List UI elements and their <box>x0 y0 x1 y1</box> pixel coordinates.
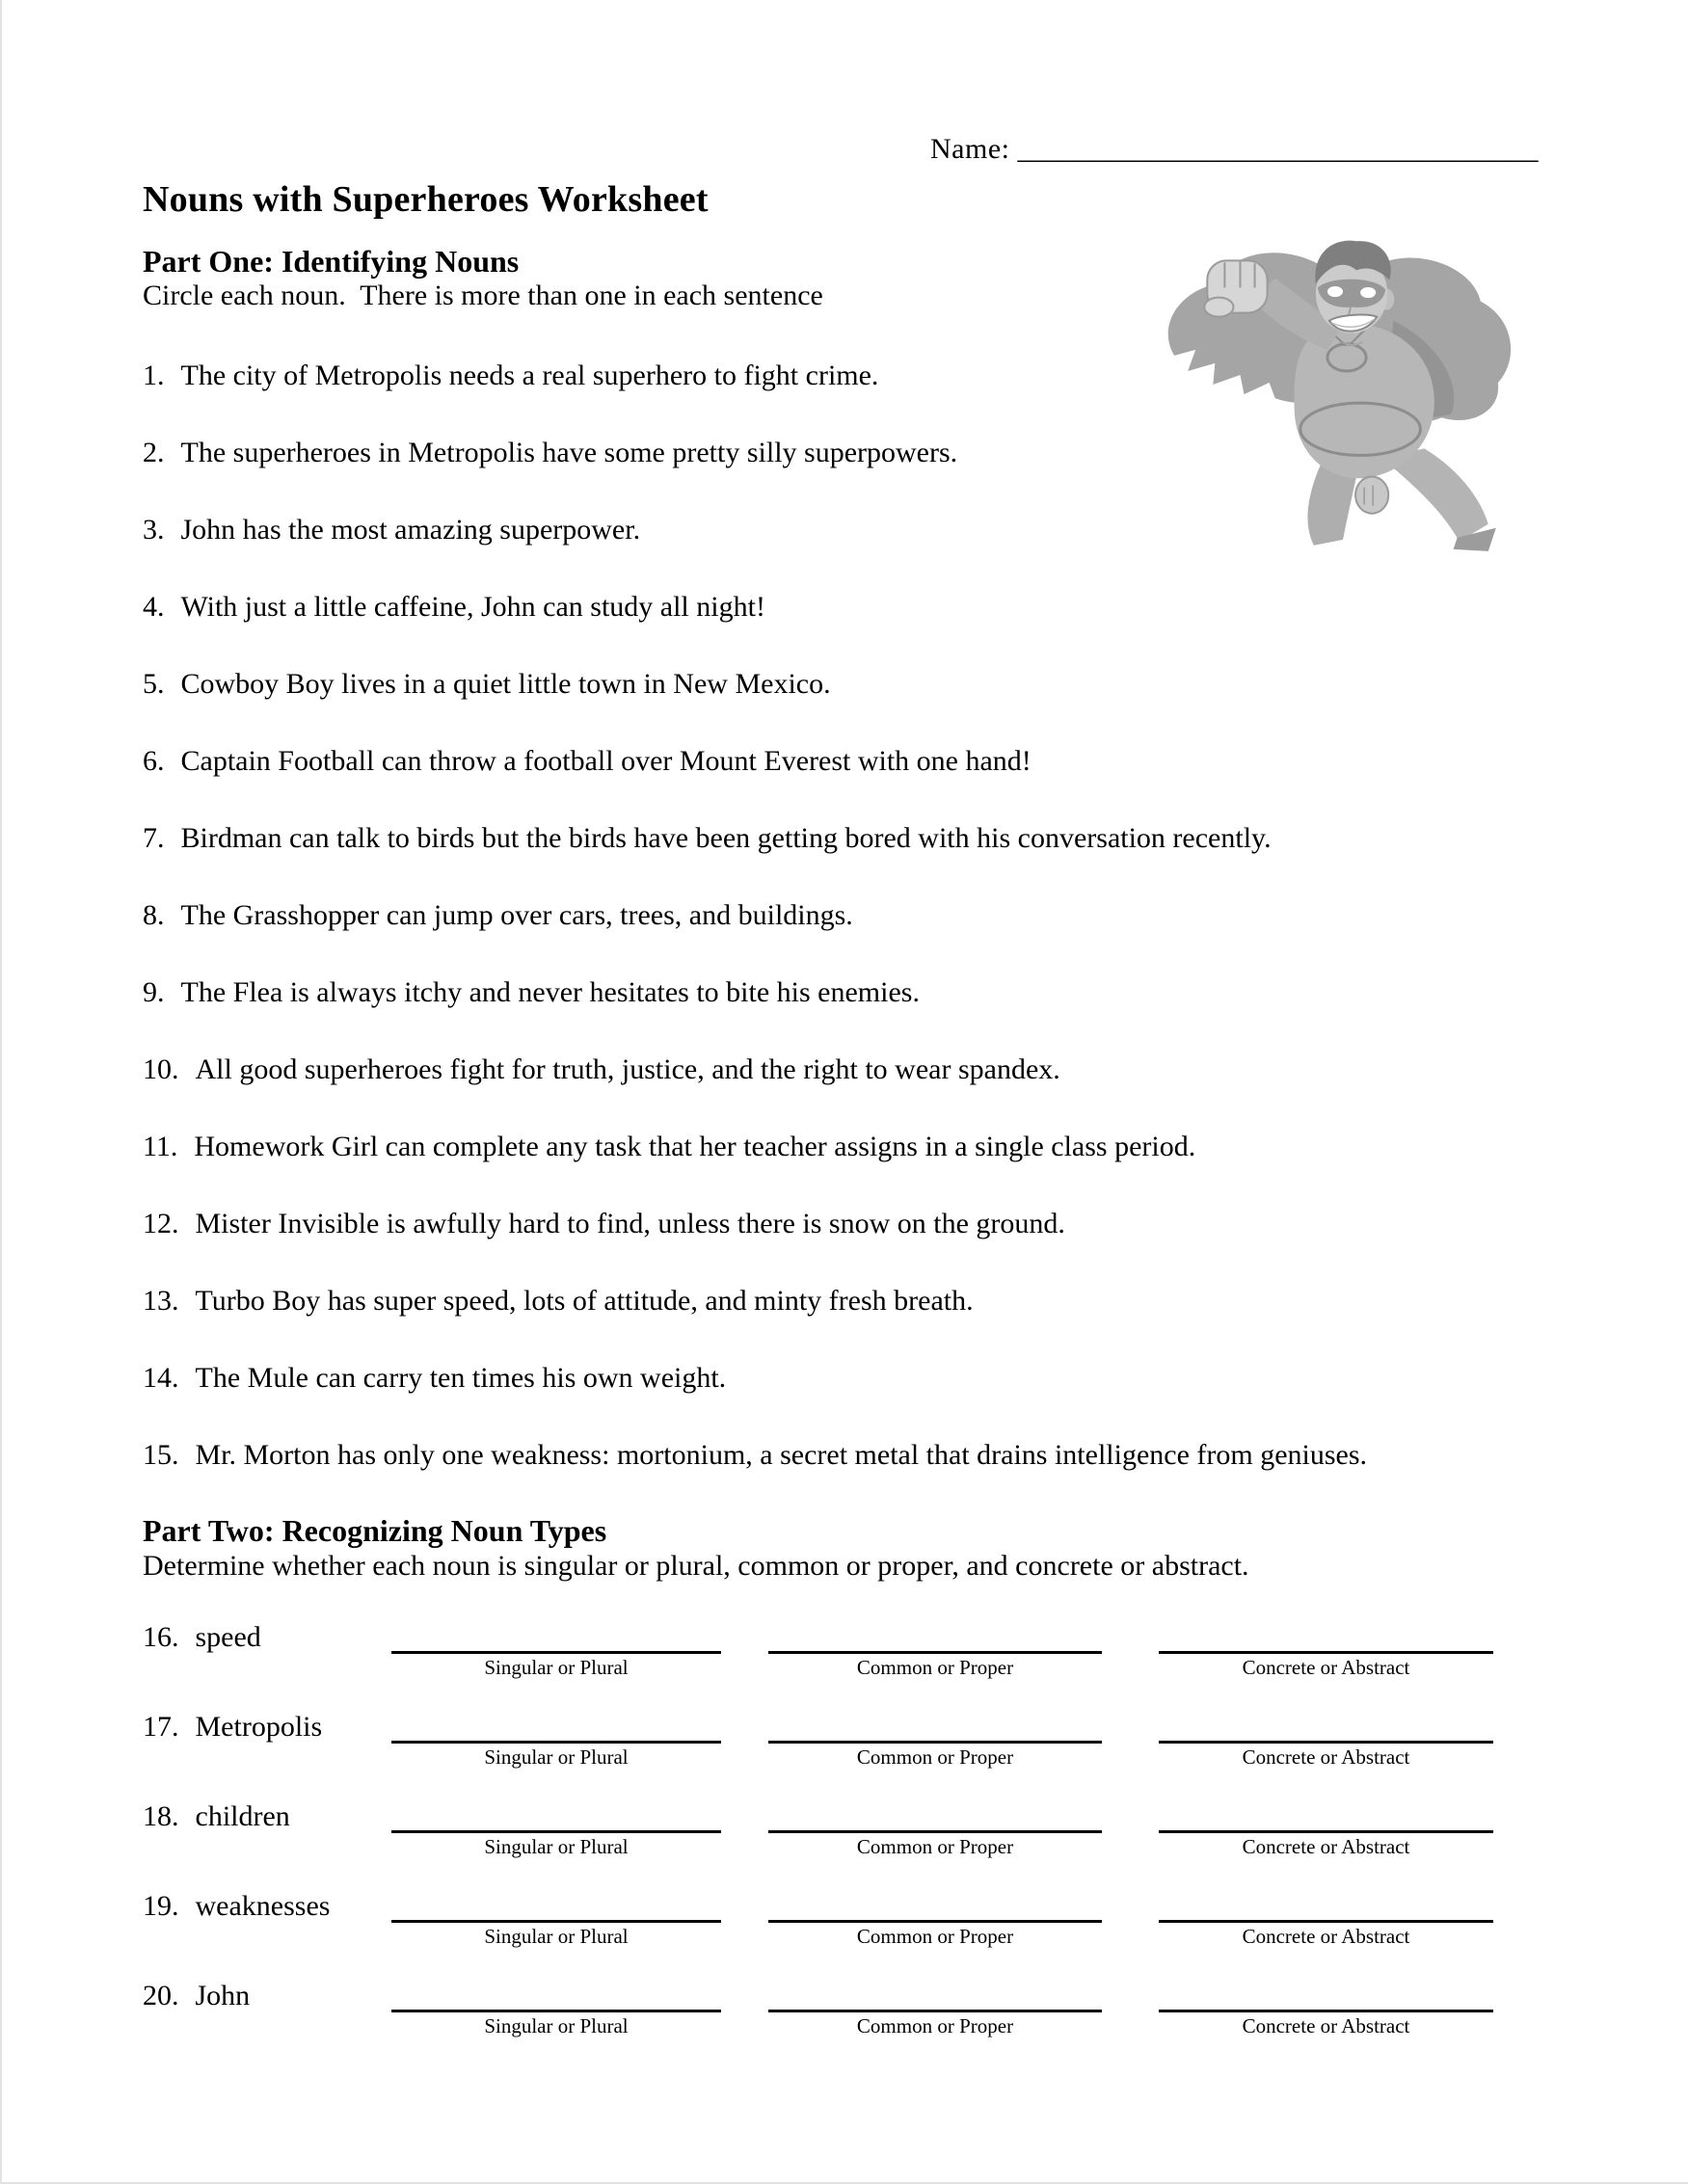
worksheet-content <box>143 0 1560 2064</box>
answer-blank-group <box>1159 1974 1493 2041</box>
answer-blank-group <box>1159 1705 1493 1772</box>
answer-blank-line[interactable] <box>1159 1795 1493 1833</box>
answer-blank-line[interactable] <box>1159 1974 1493 2012</box>
sentence-text: Birdman can talk to birds but the birds have been getting bored with his conversation recently. <box>180 822 1272 855</box>
answer-blank-line[interactable] <box>1159 1884 1493 1923</box>
answer-blank-line[interactable] <box>768 1795 1102 1833</box>
sentence-number: 6. <box>143 745 165 778</box>
answer-blank-line[interactable] <box>768 1705 1102 1744</box>
noun-row <box>143 1615 1560 1683</box>
sentence-item <box>143 819 1560 858</box>
sentence-number: 9. <box>143 976 165 1009</box>
noun-number: 16. <box>143 1621 179 1654</box>
sentence-number: 8. <box>143 899 165 932</box>
sentence-number: 1. <box>143 360 165 392</box>
answer-blank-line[interactable] <box>391 1974 721 2012</box>
sentence-text: The Mule can carry ten times his own weight. <box>195 1362 727 1395</box>
answer-blank-label: Singular or Plural <box>484 1835 629 1859</box>
sentence-item <box>143 742 1560 781</box>
answer-blank-line[interactable] <box>768 1884 1102 1923</box>
sentence-item <box>143 1051 1560 1089</box>
answer-blank-group <box>768 1884 1102 1952</box>
answer-blank-label: Common or Proper <box>856 1745 1014 1770</box>
answer-blank-label: Concrete or Abstract <box>1242 1925 1410 1949</box>
sentence-text: The city of Metropolis needs a real superhero to fight crime. <box>180 360 879 392</box>
answer-blank-line[interactable] <box>768 1615 1102 1654</box>
noun-text: weaknesses <box>195 1890 331 1923</box>
sentence-text: Homework Girl can complete any task that her teacher assigns in a single class period. <box>194 1131 1196 1163</box>
noun-text: speed <box>195 1621 261 1654</box>
answer-blank-line[interactable] <box>391 1615 721 1654</box>
answer-blank-group <box>1159 1615 1493 1683</box>
sentence-text: John has the most amazing superpower. <box>180 514 641 546</box>
sentence-text: The Flea is always itchy and never hesitates to bite his enemies. <box>180 976 920 1009</box>
noun-word <box>143 1800 391 1862</box>
sentence-text: Turbo Boy has super speed, lots of attitude, and minty fresh breath. <box>195 1285 974 1318</box>
noun-row <box>143 1795 1560 1862</box>
sentence-text: All good superheroes fight for truth, justice, and the right to wear spandex. <box>195 1053 1060 1086</box>
noun-row <box>143 1974 1560 2041</box>
answer-blank-label: Singular or Plural <box>484 1656 629 1680</box>
answer-blank-line[interactable] <box>391 1884 721 1923</box>
answer-blank-label: Singular or Plural <box>484 2014 629 2038</box>
noun-word <box>143 1621 391 1683</box>
sentence-item <box>143 1128 1560 1166</box>
sentence-item <box>143 665 1560 704</box>
sentence-number: 2. <box>143 437 165 469</box>
noun-number: 18. <box>143 1800 179 1833</box>
sentence-item <box>143 1205 1560 1243</box>
answer-blank-group <box>768 1615 1102 1683</box>
sentence-text: With just a little caffeine, John can study all night! <box>180 591 765 624</box>
sentence-item <box>143 588 1560 626</box>
answer-blank-line[interactable] <box>768 1974 1102 2012</box>
sentence-text: The superheroes in Metropolis have some pretty silly superpowers. <box>180 437 958 469</box>
answer-blank-label: Common or Proper <box>856 1656 1014 1680</box>
answer-blank-group <box>768 1974 1102 2041</box>
answer-blank-group <box>391 1795 721 1862</box>
noun-number: 17. <box>143 1711 179 1744</box>
noun-text: children <box>195 1800 290 1833</box>
answer-blank-label: Common or Proper <box>856 2014 1014 2038</box>
sentence-number: 12. <box>143 1208 179 1240</box>
sentence-number: 11. <box>143 1131 178 1163</box>
part-two-rows <box>143 1615 1560 2041</box>
answer-blank-label: Common or Proper <box>856 1835 1014 1859</box>
noun-word <box>143 1890 391 1952</box>
name-blank-line[interactable]: ____________________________________ <box>1017 133 1539 165</box>
answer-blank-line[interactable] <box>391 1705 721 1744</box>
sentence-number: 7. <box>143 822 165 855</box>
answer-blank-group <box>391 1974 721 2041</box>
noun-row <box>143 1884 1560 1952</box>
sentence-text: Cowboy Boy lives in a quiet little town in New Mexico. <box>180 668 831 701</box>
sentence-text: Captain Football can throw a football over Mount Everest with one hand! <box>180 745 1032 778</box>
answer-blank-group <box>1159 1795 1493 1862</box>
sentence-item <box>143 1282 1560 1320</box>
sentence-item <box>143 1359 1560 1398</box>
part-one-heading: Part One: Identifying Nouns <box>143 243 520 279</box>
noun-number: 19. <box>143 1890 179 1923</box>
answer-blank-group <box>1159 1884 1493 1952</box>
answer-blank-line[interactable] <box>391 1795 721 1833</box>
sentence-number: 5. <box>143 668 165 701</box>
page-title: Nouns with Superheroes Worksheet <box>143 179 709 220</box>
answer-blank-group <box>768 1705 1102 1772</box>
noun-word <box>143 1711 391 1772</box>
sentence-item <box>143 357 1560 395</box>
sentence-number: 10. <box>143 1053 179 1086</box>
sentence-item <box>143 1436 1560 1475</box>
answer-blank-label: Common or Proper <box>856 1925 1014 1949</box>
answer-blank-line[interactable] <box>1159 1705 1493 1744</box>
answer-blank-label: Singular or Plural <box>484 1925 629 1949</box>
sentence-item <box>143 434 1560 472</box>
sentence-text: Mister Invisible is awfully hard to find, unless there is snow on the ground. <box>195 1208 1065 1240</box>
answer-blank-line[interactable] <box>1159 1615 1493 1654</box>
sentence-number: 14. <box>143 1362 179 1395</box>
sentence-item <box>143 973 1560 1012</box>
sentence-item <box>143 511 1560 549</box>
answer-blank-label: Singular or Plural <box>484 1745 629 1770</box>
noun-number: 20. <box>143 1980 179 2012</box>
sentence-number: 13. <box>143 1285 179 1318</box>
sentence-item <box>143 896 1560 935</box>
answer-blank-group <box>391 1705 721 1772</box>
sentence-number: 4. <box>143 591 165 624</box>
answer-blank-group <box>391 1884 721 1952</box>
noun-text: Metropolis <box>195 1711 323 1744</box>
part-two-instruction: Determine whether each noun is singular or plural, common or proper, and concrete or abstract. <box>143 1550 1249 1583</box>
part-one-list <box>143 357 1560 1475</box>
sentence-number: 3. <box>143 514 165 546</box>
answer-blank-group <box>768 1795 1102 1862</box>
noun-text: John <box>195 1980 251 2012</box>
part-one-instruction: Circle each noun. There is more than one in each sentence <box>143 280 823 312</box>
answer-blank-group <box>391 1615 721 1683</box>
sentence-number: 15. <box>143 1439 179 1472</box>
answer-blank-label: Concrete or Abstract <box>1242 2014 1410 2038</box>
noun-word <box>143 1980 391 2041</box>
sentence-text: Mr. Morton has only one weakness: mortonium, a secret metal that drains intelligence from geniuses. <box>195 1439 1368 1472</box>
noun-row <box>143 1705 1560 1772</box>
answer-blank-label: Concrete or Abstract <box>1242 1745 1410 1770</box>
name-label: Name: <box>930 133 1010 165</box>
part-two-heading: Part Two: Recognizing Noun Types <box>143 1513 607 1549</box>
sentence-text: The Grasshopper can jump over cars, trees, and buildings. <box>180 899 853 932</box>
answer-blank-label: Concrete or Abstract <box>1242 1656 1410 1680</box>
answer-blank-label: Concrete or Abstract <box>1242 1835 1410 1859</box>
